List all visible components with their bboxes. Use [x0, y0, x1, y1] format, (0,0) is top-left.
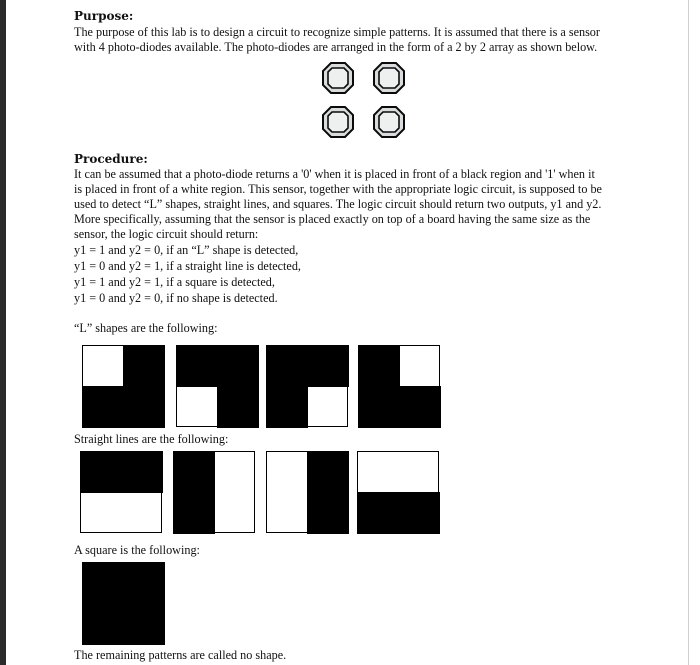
black-quadrant-tl — [173, 451, 216, 494]
black-quadrant-bl — [173, 492, 216, 535]
black-quadrant-tr — [217, 345, 260, 388]
black-quadrant-tr — [307, 345, 350, 388]
black-quadrant-tr — [307, 451, 350, 494]
black-quadrant-br — [399, 386, 442, 429]
black-quadrant-bl — [82, 386, 125, 429]
black-quadrant-tr — [121, 451, 164, 494]
procedure-line-1: It can be assumed that a photo-diode returns a '0' when it is placed in front of a black region and '1' when it — [74, 167, 595, 181]
black-quadrant-br — [123, 386, 166, 429]
black-quadrant-br — [307, 492, 350, 535]
square-label: A square is the following: — [74, 543, 200, 557]
procedure-heading: Procedure: — [74, 152, 148, 166]
purpose-heading: Purpose: — [74, 9, 134, 23]
output-case-straight-line: y1 = 0 and y2 = 1, if a straight line is detected, — [74, 259, 301, 273]
black-quadrant-tl — [266, 345, 309, 388]
straight-line-pattern — [80, 451, 162, 533]
black-quadrant-bl — [266, 386, 309, 429]
black-quadrant-bl — [82, 603, 125, 646]
procedure-line-3: used to detect “L” shapes, straight lines, and squares. The logic circuit should return two outputs, y1 and y2. — [74, 197, 602, 211]
black-quadrant-bl — [357, 492, 400, 535]
straight-lines-label: Straight lines are the following: — [74, 432, 229, 446]
black-quadrant-br — [217, 386, 260, 429]
procedure-line-4: More specifically, assuming that the sensor is placed exactly on top of a board having the same size as the — [74, 212, 591, 226]
purpose-line-2: with 4 photo-diodes available. The photo-diodes are arranged in the form of a 2 by 2 array as shown below. — [74, 40, 598, 54]
photo-diode-icon — [373, 106, 405, 138]
straight-line-pattern — [266, 451, 348, 533]
photo-diode-icon — [322, 106, 354, 138]
square-pattern — [82, 562, 164, 644]
straight-line-pattern — [357, 451, 439, 533]
output-case-no-shape: y1 = 0 and y2 = 0, if no shape is detected. — [74, 291, 278, 305]
black-quadrant-tl — [82, 562, 125, 605]
l-shape-pattern — [176, 345, 258, 427]
l-shape-pattern — [82, 345, 164, 427]
output-case-square: y1 = 1 and y2 = 1, if a square is detected, — [74, 275, 275, 289]
photo-diode-icon — [373, 62, 405, 94]
output-case-l-shape: y1 = 1 and y2 = 0, if an “L” shape is detected, — [74, 243, 299, 257]
remaining-patterns-note: The remaining patterns are called no shape. — [74, 648, 287, 662]
l-shape-pattern — [266, 345, 348, 427]
black-quadrant-tr — [123, 345, 166, 388]
l-shapes-label: “L” shapes are the following: — [74, 321, 218, 335]
black-quadrant-tl — [176, 345, 219, 388]
black-quadrant-br — [398, 492, 441, 535]
black-quadrant-tr — [123, 562, 166, 605]
purpose-line-1: The purpose of this lab is to design a circuit to recognize simple patterns. It is assumed that there is a sensor — [74, 25, 600, 39]
procedure-line-5: sensor, the logic circuit should return: — [74, 227, 259, 241]
black-quadrant-tl — [358, 345, 401, 388]
black-quadrant-bl — [358, 386, 401, 429]
black-quadrant-br — [123, 603, 166, 646]
photo-diode-icon — [322, 62, 354, 94]
l-shape-pattern — [358, 345, 440, 427]
straight-line-pattern — [173, 451, 255, 533]
procedure-line-2: is placed in front of a white region. This sensor, together with the appropriate logic circuit, is supposed to be — [74, 182, 602, 196]
black-quadrant-tl — [80, 451, 123, 494]
